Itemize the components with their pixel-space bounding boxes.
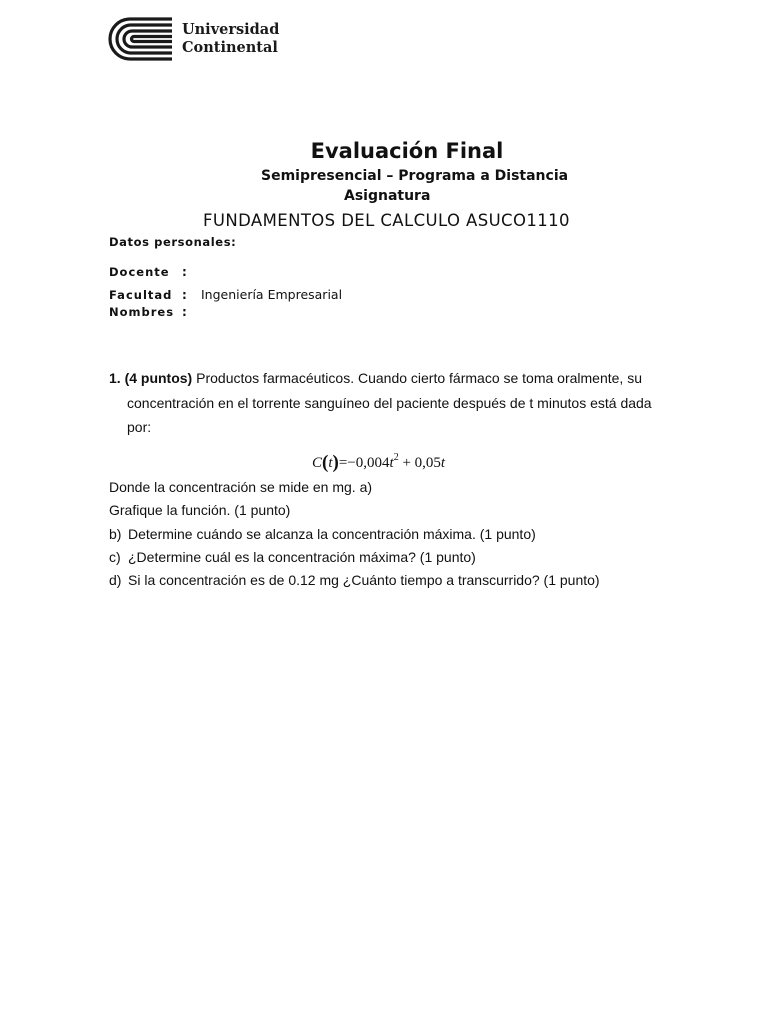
question-1-item-d — [109, 572, 600, 588]
question-1-item-c — [109, 549, 476, 565]
item-letter: d) — [109, 572, 122, 588]
course-name: FUNDAMENTOS DEL CALCULO ASUCO1110 — [203, 211, 570, 230]
field-label-facultad: Facultad — [109, 288, 173, 302]
question-1-line2: concentración en el torrente sanguíneo del paciente después de t minutos está dada — [127, 394, 652, 411]
item-letter: c) — [109, 549, 121, 565]
item-text: Determine cuándo se alcanza la concentración máxima. (1 punto) — [128, 526, 536, 542]
university-logo — [108, 16, 288, 62]
subject-label: Asignatura — [344, 188, 431, 204]
formula-open-paren: ( — [322, 452, 329, 473]
field-colon: : — [182, 265, 187, 279]
item-text: ¿Determine cuál es la concentración máxima? (1 punto) — [128, 549, 476, 565]
concentration-formula — [312, 452, 445, 474]
field-label-nombres: Nombres — [109, 305, 175, 319]
question-1-intro: Productos farmacéuticos. Cuando cierto fármaco se toma oralmente, su — [192, 370, 642, 386]
logo-text-line2: Continental — [182, 39, 278, 56]
question-1-donde: Donde la concentración se mide en mg. a) — [109, 479, 373, 495]
item-letter: b) — [109, 526, 122, 542]
formula-function: C — [312, 455, 323, 471]
formula-plus: + 0,05 — [398, 455, 441, 471]
personal-data-heading: Datos personales: — [109, 235, 237, 249]
field-colon: : — [182, 288, 187, 302]
question-1-number: 1. (4 puntos) — [109, 370, 193, 386]
page-title: Evaluación Final — [310, 139, 504, 163]
formula-exponent: 2 — [393, 452, 399, 463]
formula-t2: t — [440, 455, 446, 471]
formula-close-paren: ) — [332, 452, 339, 473]
formula-variable: t — [328, 455, 333, 471]
field-value-facultad: Ingeniería Empresarial — [201, 287, 343, 302]
question-1-line3: por: — [127, 419, 152, 435]
question-1-statement — [109, 366, 669, 440]
field-label-docente: Docente — [109, 265, 170, 279]
formula-t: t — [389, 455, 394, 471]
question-1-item-a: Grafique la función. (1 punto) — [109, 502, 291, 518]
university-logo-icon — [108, 16, 174, 62]
formula-eq: =−0,004 — [338, 455, 390, 471]
logo-text-line1: Universidad — [182, 21, 280, 38]
item-text: Si la concentración es de 0.12 mg ¿Cuánto tiempo a transcurrido? (1 punto) — [128, 572, 600, 588]
question-1-item-b — [109, 526, 536, 542]
field-colon: : — [182, 305, 187, 319]
page-subtitle: Semipresencial – Programa a Distancia — [261, 168, 569, 184]
